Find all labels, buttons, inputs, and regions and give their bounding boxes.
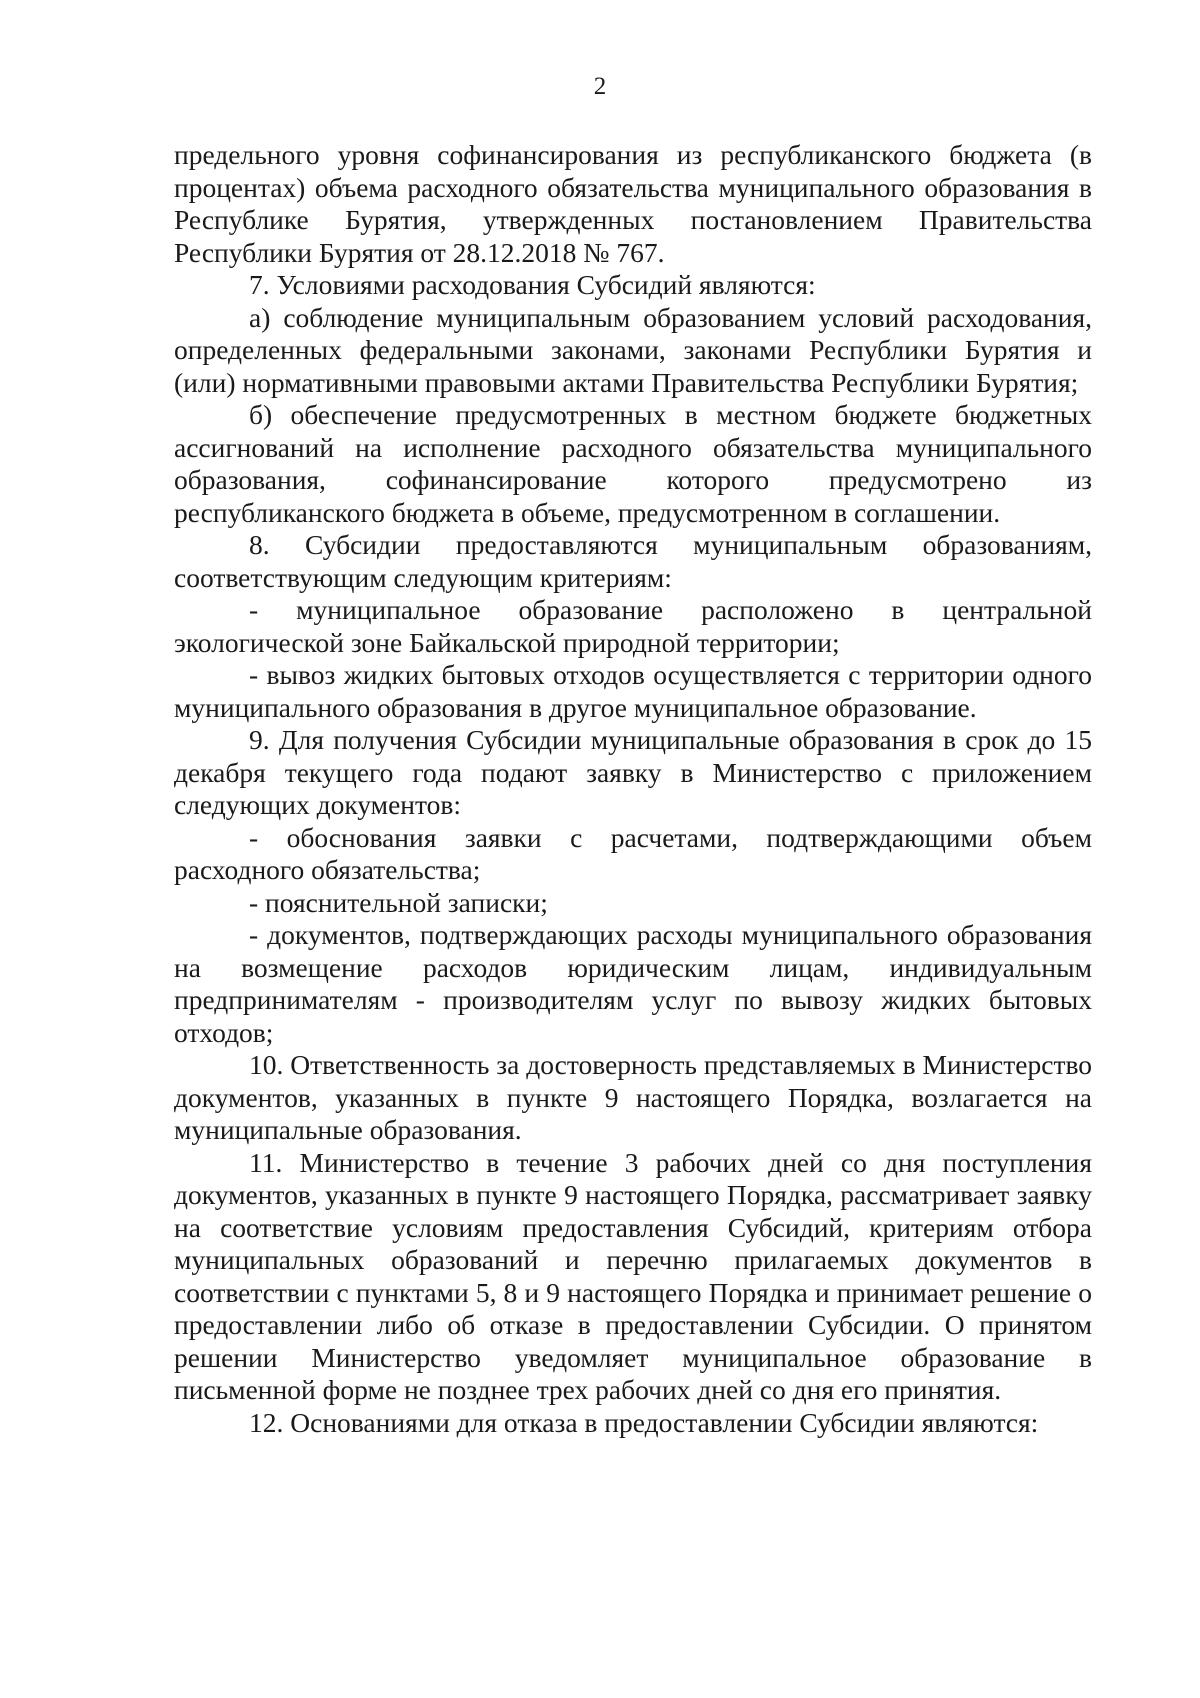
page-number: 2 [593,73,607,100]
paragraph-item-11: 11. Министерство в течение 3 рабочих дней со дня поступления документов, указанных в пункте 9 настоящего Порядка, рассматривает заявку на соответствие условиям предоставления Субсидий, критериям отбора муниципальных образований и перечню прилагаемых документов в соответствии с пунктами 5, 8 и 9 настоящего Порядка и принимает решение о предоставлении либо об отказе в предоставлении Субсидии. О принятом решении Министерство уведомляет муниципальное образование в письменной форме не позднее трех рабочих дней со дня его принятия. [174,1146,1092,1405]
paragraph-item-9: 9. Для получения Субсидии муниципальные образования в срок до 15 декабря текущего года подают заявку в Министерство с приложением следующих документов: [174,724,1092,820]
document-body [174,139,1092,1439]
paragraph-item-8-criterion-2: - вывоз жидких бытовых отходов осуществляется с территории одного муниципального образования в другое муниципальное образование. [174,659,1092,723]
paragraph-continuation: предельного уровня софинансирования из республиканского бюджета (в процентах) объема расходного обязательства муниципального образования в Республике Бурятия, утвержденных постановлением Правительства Республики Бурятия от 28.12.2018 № 767. [174,139,1092,268]
paragraph-item-7a: а) соблюдение муниципальным образованием условий расходования, определенных федеральными законами, законами Республики Бурятия и (или) нормативными правовыми актами Правительства Республики Бурятия; [174,301,1092,398]
paragraph-item-12: 12. Основаниями для отказа в предоставлении Субсидии являются: [249,1406,1039,1438]
paragraph-item-9-doc-1: - обоснования заявки с расчетами, подтверждающими объем расходного обязательства; [174,821,1092,885]
paragraph-item-8: 8. Субсидии предоставляются муниципальным образованиям, соответствующим следующим критериям: [174,529,1092,593]
paragraph-item-10: 10. Ответственность за достоверность представляемых в Министерство документов, указанных в пункте 9 настоящего Порядка, возлагается на муниципальные образования. [174,1049,1093,1145]
paragraph-item-9-doc-3: - документов, подтверждающих расходы муниципального образования на возмещение расходов юридическим лицам, индивидуальным предпринимателям - производителям услуг по вывозу жидких бытовых отходов; [174,919,1092,1048]
paragraph-item-7b: б) обеспечение предусмотренных в местном бюджете бюджетных ассигнований на исполнение расходного обязательства муниципального образования, софинансирование которого предусмотрено из республиканского бюджета в объеме, предусмотренном в соглашении. [174,399,1092,528]
paragraph-item-7: 7. Условиями расходования Субсидий являются: [249,269,816,300]
paragraph-item-8-criterion-1: - муниципальное образование расположено в центральной экологической зоне Байкальской природной территории; [174,594,1092,658]
paragraph-item-9-doc-2: - пояснительной записки; [249,886,548,918]
